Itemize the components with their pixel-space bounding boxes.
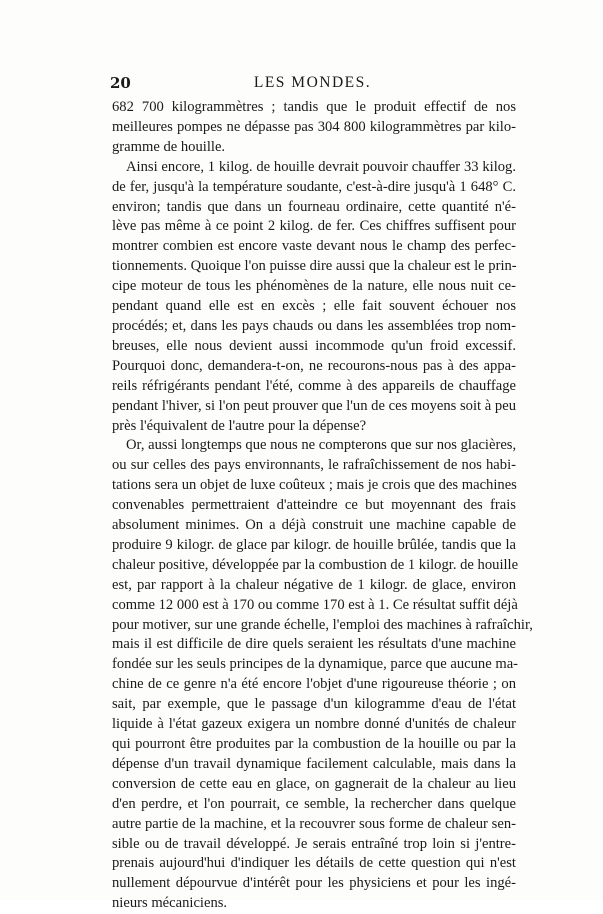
text-line: conversion de cette eau en glace, on gagnerait de la chaleur au lieu	[112, 775, 516, 792]
text-line: convenables permettraient d'atteindre ce but moyennant des frais	[112, 497, 516, 514]
text-line: procédés; et, dans les pays chauds ou dans les assemblées trop nom-	[112, 317, 516, 334]
text-line: chine de ce genre n'a été encore l'objet d'une rigoureuse théorie ; on	[112, 676, 516, 693]
text-line: cipe moteur de tous les phénomènes de la nature, elle nous nuit ce-	[112, 278, 516, 295]
text-line: dépense d'un travail dynamique facilement calculable, mais dans la	[112, 755, 516, 772]
text-line: nullement dépourvue d'intérêt pour les physiciens et pour les ingé-	[112, 875, 516, 892]
text-line: pendant l'hiver, si l'on peut prouver que l'un de ces moyens soit à peu	[112, 397, 516, 414]
text-line: absolument minimes. On a déjà construit une machine capable de	[112, 517, 516, 534]
text-line: près l'équivalent de l'autre pour la dépense?	[112, 417, 367, 434]
text-line: liquide à l'état gazeux exigera un nombre donné d'unités de chaleur	[112, 716, 516, 733]
text-line: tionnements. Quoique l'on puisse dire aussi que la chaleur est le prin-	[112, 258, 517, 275]
paragraph-container	[112, 98, 533, 914]
text-line: gramme de houille.	[112, 138, 226, 155]
text-line: Pourquoi donc, demandera-t-on, ne recourons-nous pas à des appa-	[112, 357, 516, 374]
paragraph	[112, 158, 516, 437]
paragraph	[112, 436, 533, 914]
text-line: nieurs mécaniciens.	[112, 895, 228, 912]
text-line: reils réfrigérants pendant l'été, comme à des appareils de chauffage	[112, 377, 516, 394]
text-line: pour motiver, sur une grande échelle, l'emploi des machines à rafraîchir,	[112, 616, 533, 633]
page-header	[110, 72, 515, 94]
text-line: est, par rapport à la chaleur négative de 1 kilogr. de glace, environ	[112, 576, 516, 593]
paragraph	[112, 98, 516, 158]
text-line: produire 9 kilogr. de glace par kilogr. de houille brûlée, tandis que la	[112, 536, 516, 553]
text-line: pendant quand elle est en excès ; elle fait souvent échouer nos	[112, 298, 516, 315]
text-line: sait, par exemple, que le passage d'un kilogramme d'eau de l'état	[112, 696, 516, 713]
text-line: qui pourront être produites par la combustion de la houille ou par la	[112, 736, 516, 752]
body-text	[112, 98, 533, 914]
text-line: ou sur celles des pays environnants, le rafraîchissement de nos habi-	[112, 457, 516, 474]
page-number: 20	[110, 74, 131, 92]
text-line: comme 12 000 est à 170 ou comme 170 est à 1. Ce résultat suffit déjà	[112, 596, 518, 613]
text-line: chaleur positive, développée par la combustion de 1 kilogr. de houille	[112, 556, 519, 573]
text-line: sible ou de travail développé. Je serais entraîné trop loin si j'entre-	[112, 835, 516, 852]
text-line: mais il est difficile de dire quels seraient les résultats d'une machine	[112, 636, 516, 653]
text-line: environ; tandis que dans un fourneau ordinaire, cette quantité n'é-	[112, 198, 516, 215]
text-line: Or, aussi longtemps que nous ne compterons que sur nos glacières,	[126, 437, 517, 454]
text-line: Ainsi encore, 1 kilog. de houille devrait pouvoir chauffer 33 kilog.	[126, 158, 516, 175]
running-title: LES MONDES.	[253, 74, 372, 91]
text-line: fondée sur les seuls principes de la dynamique, parce que aucune ma-	[112, 656, 519, 673]
text-line: tations sera un objet de luxe coûteux ; mais je crois que des machines	[112, 477, 517, 494]
text-line: montrer combien est encore vaste devant nous le champ des perfec-	[112, 238, 516, 255]
text-line: de fer, jusqu'à la température soudante, c'est-à-dire jusqu'à 1 648° C.	[112, 178, 516, 195]
text-line: meilleures pompes ne dépasse pas 304 800 kilogrammètres par kilo-	[112, 118, 516, 135]
text-line: breuses, elle nous devient aussi incommode qu'un froid excessif.	[112, 337, 516, 354]
text-line: d'en perdre, et l'on pourrait, ce semble, la rechercher dans quelque	[112, 795, 516, 812]
text-line: 682 700 kilogrammètres ; tandis que le produit effectif de nos	[112, 99, 516, 115]
text-line: autre partie de la machine, et la recouvrer sous forme de chaleur sen-	[112, 815, 516, 832]
text-line: prenais aujourd'hui d'indiquer les détails de cette question qui n'est	[112, 855, 516, 872]
text-line: lève pas même à ce point 2 kilog. de fer. Ces chiffres suffisent pour	[112, 218, 516, 235]
